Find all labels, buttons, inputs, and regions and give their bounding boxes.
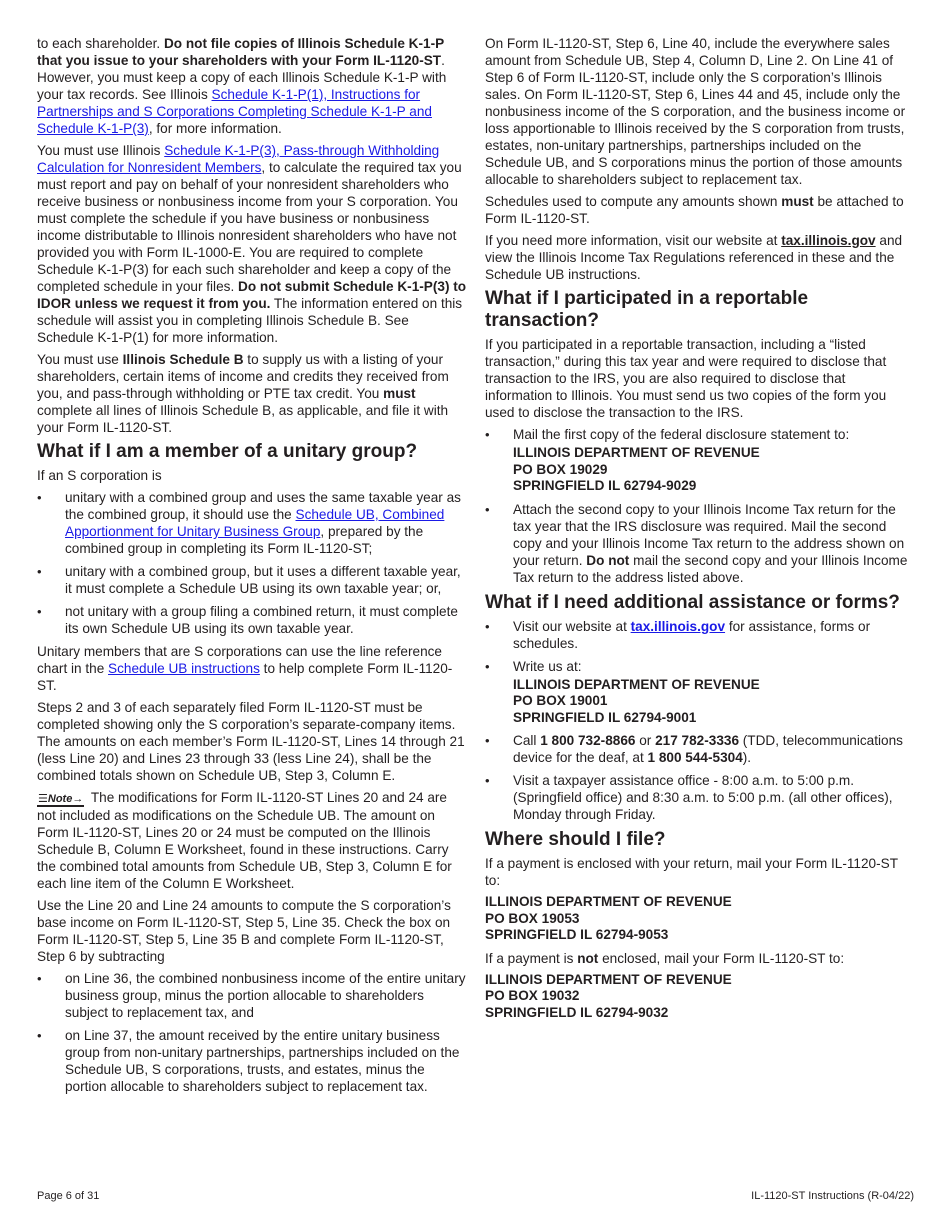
list-item: • Attach the second copy to your Illinois Income Tax return for the tax year that the IRS disclosure was required. Mail the second copy and your Illinois Income Tax return to the address shown on your return. Do not mail the second copy and your Illinois Income Tax return to the address listed above. (485, 501, 915, 586)
subtracting-bullet-list (37, 970, 467, 1095)
paragraph-unitary-members: Unitary members that are S corporations can use the line reference chart in the Schedule UB instructions to help complete Form IL-1120-ST. (37, 644, 453, 693)
address-block: ILLINOIS DEPARTMENT OF REVENUE PO BOX 19032 SPRINGFIELD IL 62794-9032 (485, 971, 732, 1020)
schedule-k1p1-link[interactable]: Schedule K-1-P(1), Instructions for Partnerships and S Corporations Completing Schedule K-1-P and Schedule K-1-P(3) (37, 87, 432, 136)
disclosure-bullet-list (485, 426, 915, 586)
list-item: • Visit a taxpayer assistance office - 8:00 a.m. to 5:00 p.m. (Springfield office) and 8:30 a.m. to 5:00 p.m. (all other offices), Monday through Friday. (485, 772, 915, 823)
paragraph-schedules-attached: Schedules used to compute any amounts shown must be attached to Form IL-1120-ST. (485, 194, 904, 226)
paragraph-k1p3: You must use Illinois Schedule K-1-P(3), Pass-through Withholding Calculation for Nonresident Members, to calculate the required tax you must report and pay on behalf of your nonresident shareholders who receive business or nonbusiness income from your S corporation. You must complete the schedule if you have business or nonbusiness income distributable to Illinois nonresident shareholders who have not provided you with Form IL-1000-E. You are required to complete Schedule K-1-P(3) for each such shareholder and keep a copy of the completed schedule in your files. Do not submit Schedule K-1-P(3) to IDOR unless we request it from you. The information entered on this schedule will assist you in completing Illinois Schedule B. See Schedule K-1-P(1) for more information. (37, 143, 467, 345)
paragraph-note: ☰Note→ The modifications for Form IL-1120-ST Lines 20 and 24 are not included as modifications on the Schedule UB. The amount on Form IL-1120-ST, Lines 20 or 24 must be computed on the Illinois Schedule B, Column E Worksheet, found in these instructions. Carry the combined total amounts from Schedule UB, Step 3, Column E for each line item of the Column E Worksheet. (37, 790, 452, 891)
form-identifier: IL-1120-ST Instructions (R-04/22) (751, 1190, 914, 1202)
schedule-ub-instructions-link[interactable]: Schedule UB instructions (108, 661, 260, 676)
left-column (37, 35, 467, 1101)
heading-where-to-file: Where should I file? (485, 829, 666, 850)
paragraph-k1p-copies: to each shareholder. Do not file copies of Illinois Schedule K-1-P that you issue to your shareholders with your Form IL-1120-ST. However, you must keep a copy of each Illinois Schedule K-1-P with your tax records. See Illinois Schedule K-1-P(1), Instructions for Partnerships and S Corporations Completing Schedule K-1-P and Schedule K-1-P(3), for more information. (37, 36, 447, 136)
paragraph-payment-not-enclosed: If a payment is not enclosed, mail your Form IL-1120-ST to: (485, 950, 845, 966)
paragraph-reportable: If you participated in a reportable transaction, including a “listed transaction,” during this tax year and were required to disclose that transaction to the IRS, you are also required to disclose that information to Illinois. You must send us two copies of the form you used to disclose the transaction to the IRS. (485, 337, 887, 420)
list-item: • unitary with a combined group, but it uses a different taxable year, it must complete a Schedule UB using its own taxable year; or, (37, 563, 467, 597)
address-block: ILLINOIS DEPARTMENT OF REVENUE PO BOX 19029 SPRINGFIELD IL 62794-9029 (513, 445, 760, 493)
list-item: • on Line 36, the combined nonbusiness income of the entire unitary business group, minus the portion allocable to shareholders subject to replacement tax, and (37, 970, 467, 1021)
heading-unitary-group: What if I am a member of a unitary group? (37, 441, 418, 462)
paragraph-steps-2-3: Steps 2 and 3 of each separately filed Form IL-1120-ST must be completed showing only the S corporation’s separate-company items. The amounts on each member’s Form IL-1120-ST, Lines 14 through 21 (less Line 20) and Lines 23 through 33 (less Line 24), shall be the combined totals shown on Schedule UB, Step 3, Column E. (37, 700, 465, 783)
list-item: • Mail the first copy of the federal disclosure statement to: ILLINOIS DEPARTMENT OF REVENUE PO BOX 19029 SPRINGFIELD IL 62794-9029 (485, 426, 915, 495)
list-item: • not unitary with a group filing a combined return, it must complete its own Schedule UB using its own taxable year. (37, 603, 467, 637)
paragraph-if-s-corp: If an S corporation is (37, 468, 162, 483)
list-item: • Write us at: ILLINOIS DEPARTMENT OF REVENUE PO BOX 19001 SPRINGFIELD IL 62794-9001 (485, 658, 915, 727)
address-block: ILLINOIS DEPARTMENT OF REVENUE PO BOX 19001 SPRINGFIELD IL 62794-9001 (513, 676, 760, 725)
assistance-bullet-list (485, 618, 915, 824)
right-column (485, 35, 915, 1027)
schedule-ub-link[interactable]: Schedule UB, Combined Apportionment for Unitary Business Group (65, 507, 445, 539)
paragraph-line-20-24: Use the Line 20 and Line 24 amounts to compute the S corporation’s base income on Form IL-1120-ST, Step 5, Line 35. Check the box on Form IL-1120-ST, Step 5, Line 35 B and complete Form IL-1120-ST, Step 6 by subtracting (37, 898, 451, 964)
page-number: Page 6 of 31 (37, 1190, 100, 1202)
unitary-bullet-list (37, 489, 467, 637)
note-icon: ☰Note→ (38, 793, 84, 805)
schedule-k1p3-link[interactable]: Schedule K-1-P(3), Pass-through Withholding Calculation for Nonresident Members (37, 143, 440, 175)
paragraph-schedule-b: You must use Illinois Schedule B to supply us with a listing of your shareholders, certain items of income and credits they received from you, and pass-through withholding or PTE tax credit. You must complete all lines of Illinois Schedule B, as applicable, and file it with your Form IL-1120-ST. (37, 352, 449, 435)
address-block: ILLINOIS DEPARTMENT OF REVENUE PO BOX 19053 SPRINGFIELD IL 62794-9053 (485, 894, 732, 942)
list-item: • Call 1 800 732-8866 or 217 782-3336 (TDD, telecommunications device for the deaf, at 1 800 544-5304). (485, 732, 915, 766)
list-item: • unitary with a combined group and uses the same taxable year as the combined group, it should use the Schedule UB, Combined Apportionment for Unitary Business Group, prepared by the combined group in completing its Form IL-1120-ST; (37, 489, 467, 557)
website-link[interactable]: tax.illinois.gov (781, 233, 876, 248)
website-link[interactable]: tax.illinois.gov (630, 618, 726, 634)
list-item: • Visit our website at tax.illinois.gov for assistance, forms or schedules. (485, 618, 915, 652)
paragraph-payment-enclosed: If a payment is enclosed with your return, mail your Form IL-1120-ST to: (485, 856, 898, 888)
heading-reportable-transaction: What if I participated in a reportable transaction? (485, 288, 809, 331)
heading-additional-assistance: What if I need additional assistance or forms? (485, 591, 900, 613)
paragraph-more-info: If you need more information, visit our website at tax.illinois.gov and view the Illinois Income Tax Regulations referenced in these and the Schedule UB instructions. (485, 233, 903, 282)
paragraph-line-40: On Form IL-1120-ST, Step 6, Line 40, include the everywhere sales amount from Schedule UB, Step 4, Column D, Line 2. On Line 41 of Step 6 of Form IL-1120-ST, include only the S corporation’s Illinois sales. On Form IL-1120-ST, Step 6, Lines 44 and 45, include only the nonbusiness income of the S corporation, and the business income or loss apportionable to Illinois received by the S corporation from trusts, estates, non-unitary partnerships, partnerships included on the Schedule UB, and S corporations minus the portion of those amounts allocable to shareholders subject to replacement tax. (485, 36, 906, 187)
list-item: • on Line 37, the amount received by the entire unitary business group from non-unitary partnerships, partnerships included on the Schedule UB, S corporations, trusts, and estates, minus the portion allocable to shareholders subject to replacement tax. (37, 1027, 467, 1095)
